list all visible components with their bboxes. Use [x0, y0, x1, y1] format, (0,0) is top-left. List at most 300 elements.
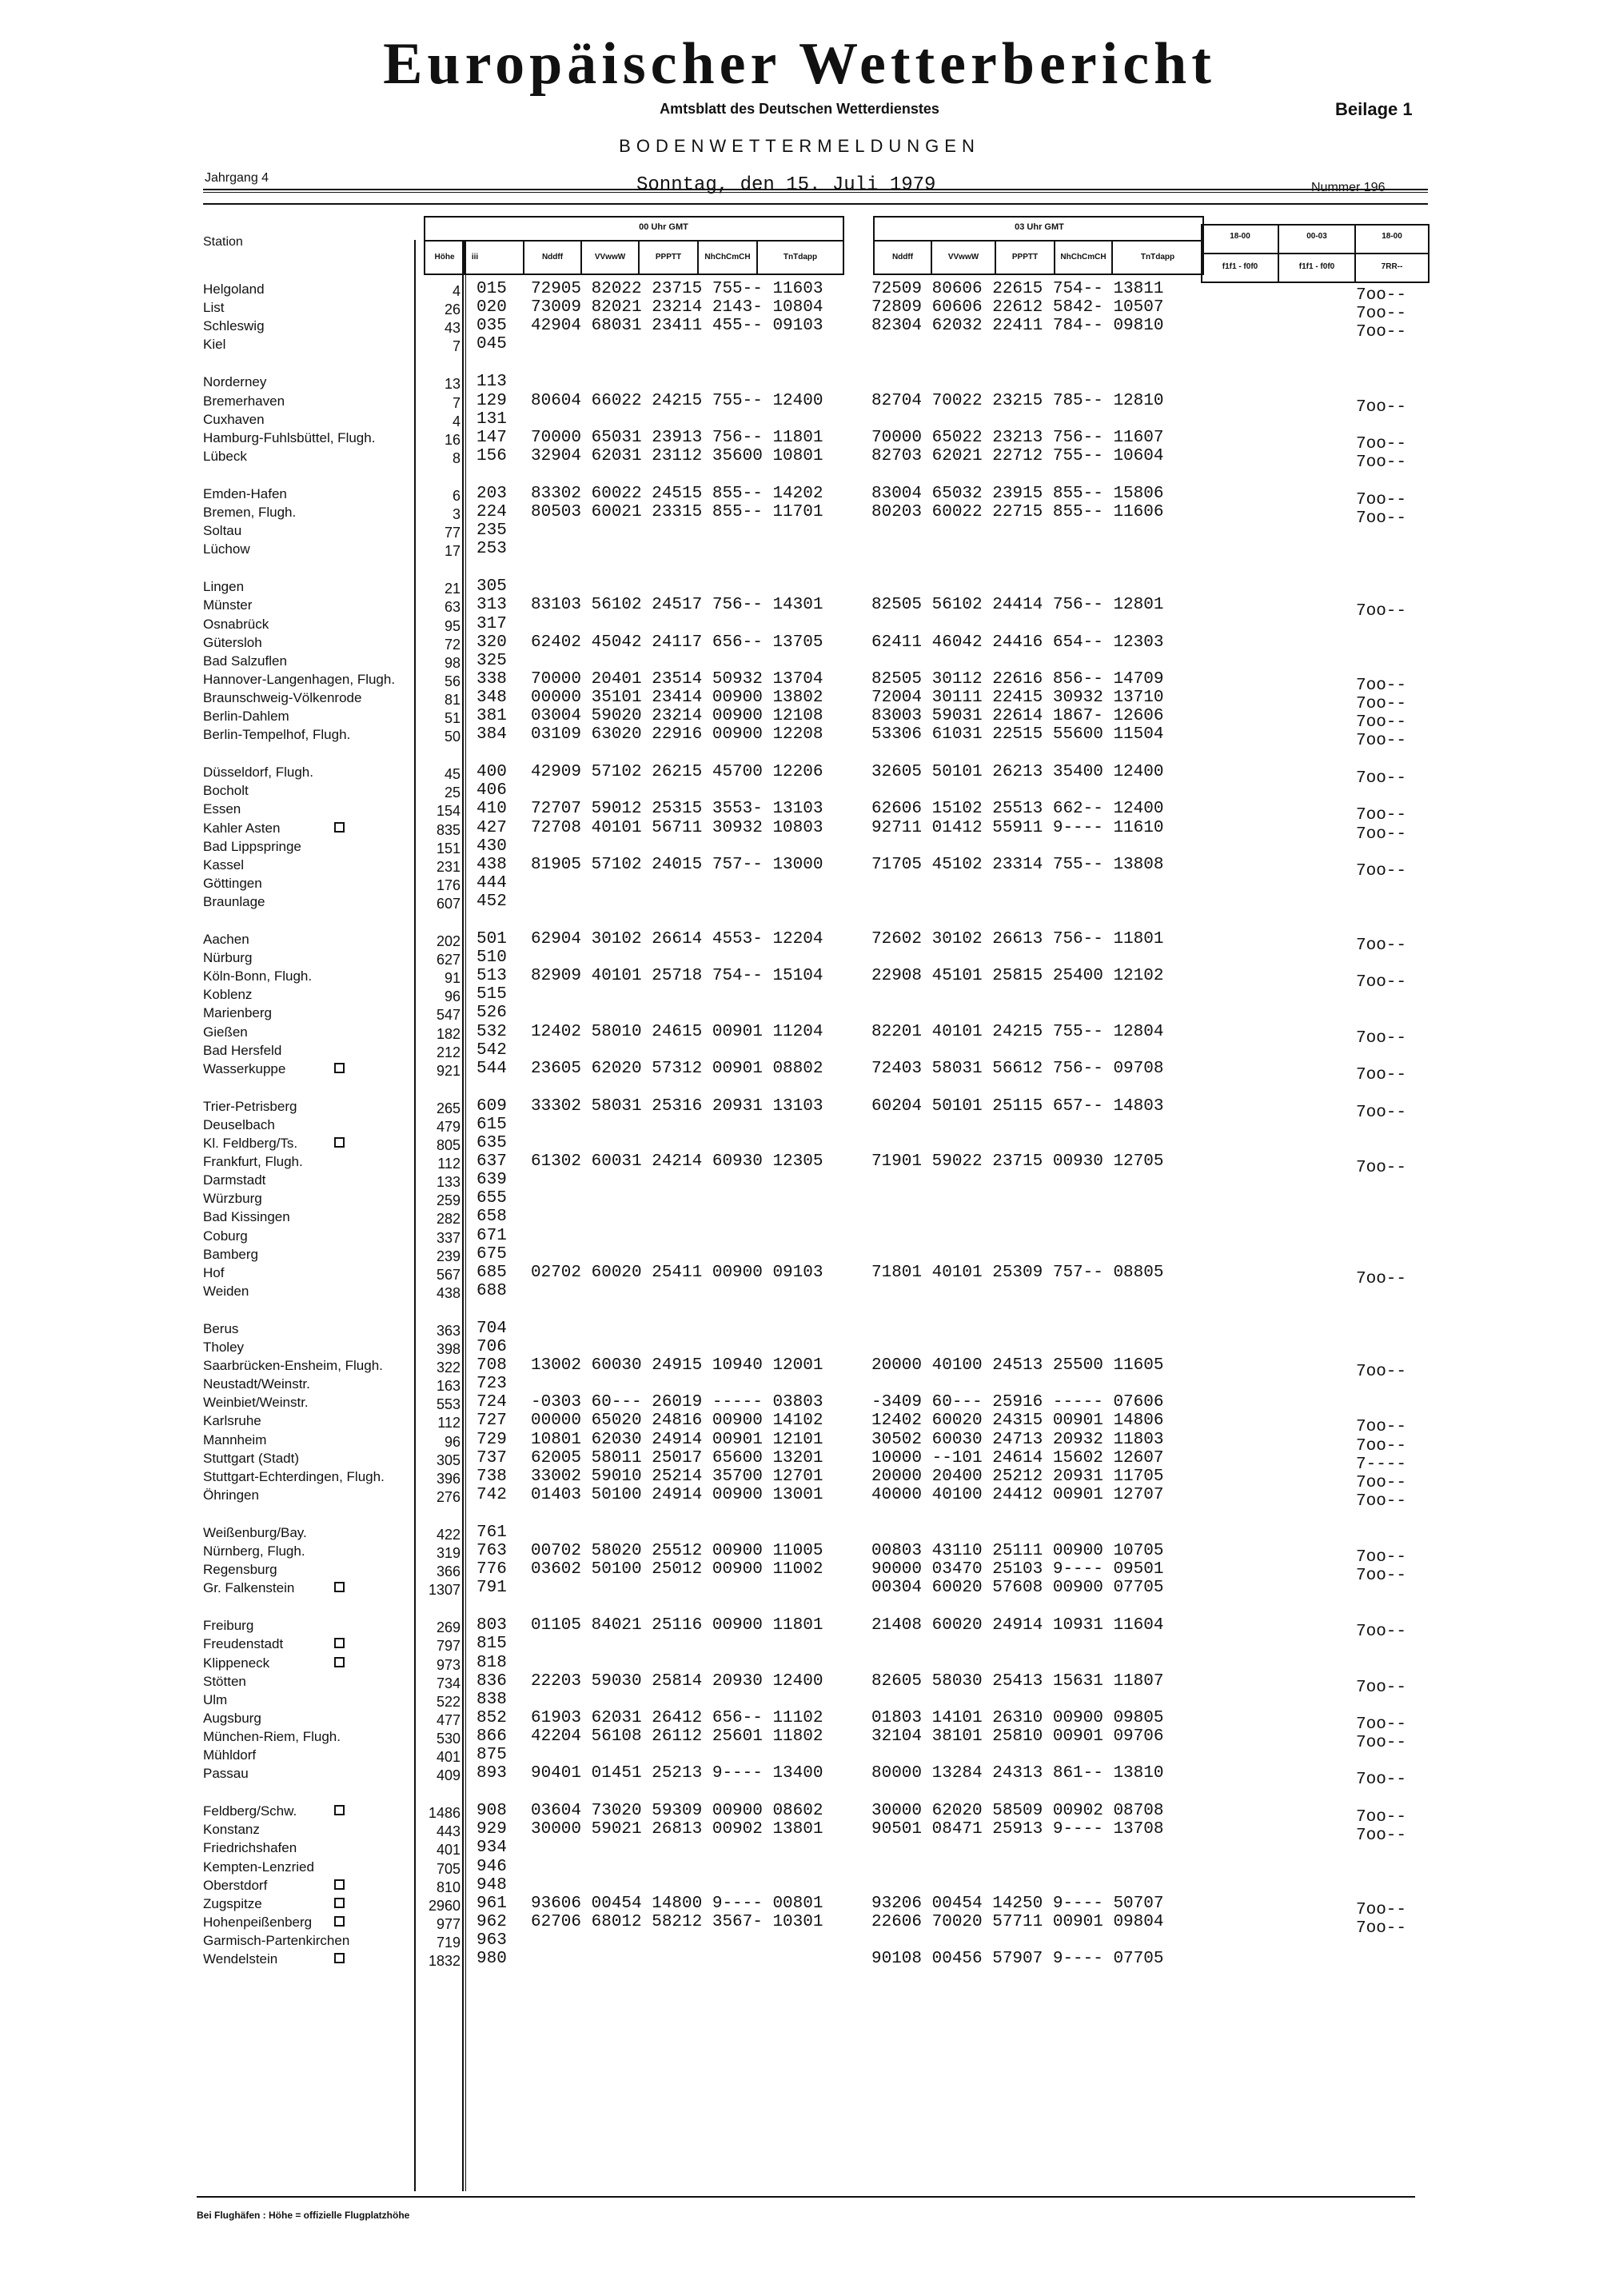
station-index: 113	[477, 373, 507, 392]
station-name: Berlin-Tempelhof, Flugh.	[203, 727, 351, 743]
obs-03-groups: 80203 60022 22715 855-- 11606	[871, 503, 1164, 521]
station-name: Konstanz	[203, 1822, 260, 1838]
table-row	[0, 298, 1599, 324]
obs-03-groups: -3409 60--- 25916 ----- 07606	[871, 1393, 1164, 1412]
precip-group: 7oo--	[1356, 453, 1407, 472]
station-height: 96	[444, 1433, 461, 1450]
obs-03-groups: 01803 14101 26310 00900 09805	[871, 1708, 1164, 1727]
station-height: 112	[437, 1156, 461, 1172]
obs-00-groups: 72708 40101 56711 30932 10803	[531, 818, 823, 837]
precip-group: 7oo--	[1356, 1065, 1407, 1084]
obs-03-groups: 70000 65022 23213 756-- 11607	[871, 428, 1164, 447]
station-name: Zugspitze	[203, 1895, 262, 1911]
station-name: Bad Lippspringe	[203, 838, 301, 854]
station-index: 444	[477, 873, 507, 892]
station-name: Garmisch-Partenkirchen	[203, 1932, 350, 1948]
station-index: 615	[477, 1115, 507, 1134]
table-row	[0, 317, 1599, 342]
footer-rule	[197, 2196, 1415, 2198]
station-height: 477	[436, 1711, 461, 1728]
station-name: Tholey	[203, 1340, 245, 1355]
table-row	[0, 1858, 1599, 1876]
table-row	[0, 1004, 1599, 1022]
station-name: Oberstdorf	[203, 1877, 268, 1893]
page-title: Europäischer Wetterbericht	[383, 31, 1216, 97]
obs-03-groups: 30000 62020 58509 00902 08708	[871, 1802, 1164, 1821]
obs-03-groups: 90000 03470 25103 9---- 09501	[871, 1560, 1164, 1579]
obs-00-groups: 62005 58011 25017 65600 13201	[531, 1448, 823, 1467]
station-index: 688	[477, 1281, 507, 1300]
obs-03-groups: 72403 58031 56612 756-- 09708	[871, 1059, 1164, 1078]
station-height: 8	[452, 449, 461, 466]
obs-00-groups: 72905 82022 23715 755-- 11603	[531, 280, 823, 298]
station-height: 4	[452, 283, 461, 299]
obs-00-groups: 61302 60031 24214 60930 12305	[531, 1152, 823, 1172]
station-height: 1307	[428, 1582, 461, 1599]
table-row	[0, 1041, 1599, 1060]
station-name: Öhringen	[203, 1487, 259, 1503]
obs-03-groups: 00304 60020 57608 00900 07705	[871, 1579, 1164, 1598]
station-height: 443	[436, 1823, 461, 1840]
station-name: Feldberg/Schw.	[203, 1803, 297, 1819]
station-index: 838	[477, 1690, 507, 1709]
table-row	[0, 1616, 1599, 1642]
station-index: 675	[477, 1244, 507, 1264]
obs-03-groups: 22606 70020 57711 00901 09804	[871, 1912, 1164, 1931]
station-name: Wasserkuppe	[203, 1060, 286, 1076]
table-row	[0, 1393, 1599, 1412]
station-height: 154	[436, 803, 461, 820]
station-name: Hannover-Langenhagen, Flugh.	[203, 671, 396, 687]
station-height: 547	[436, 1007, 461, 1024]
mountain-station-marker-icon	[334, 822, 345, 833]
station-name: Kiel	[203, 337, 226, 353]
station-name: Bad Hersfeld	[203, 1042, 282, 1058]
station-height: 43	[444, 320, 461, 337]
header-hoehe: Höhe	[434, 253, 455, 262]
table-row	[0, 1448, 1599, 1474]
station-height: 401	[436, 1749, 461, 1765]
table-row	[0, 446, 1599, 472]
precip-group: 7oo--	[1356, 1103, 1407, 1122]
precip-group: 7oo--	[1356, 1418, 1407, 1437]
obs-03-groups: 83004 65032 23915 855-- 15806	[871, 484, 1164, 503]
station-index: 706	[477, 1338, 507, 1356]
precip-group: 7oo--	[1356, 602, 1407, 621]
station-height: 151	[436, 840, 461, 857]
station-name: Aachen	[203, 932, 249, 947]
obs-03-groups: 20000 40100 24513 25500 11605	[871, 1356, 1164, 1376]
table-row	[0, 1171, 1599, 1189]
station-height: 1486	[428, 1805, 461, 1822]
station-name: Wendelstein	[203, 1951, 278, 1967]
precip-group: 7oo--	[1356, 694, 1407, 713]
obs-03-groups: 72004 30111 22415 30932 13710	[871, 688, 1164, 707]
precip-group: 7oo--	[1356, 806, 1407, 825]
station-height: 269	[436, 1619, 461, 1636]
station-index: 742	[477, 1485, 507, 1504]
header-03-uhr: 03 Uhr GMT	[1015, 222, 1064, 232]
station-index: 320	[477, 633, 507, 652]
precip-group: 7oo--	[1356, 1028, 1407, 1048]
obs-00-groups: 80503 60021 23315 855-- 11701	[531, 503, 823, 521]
station-name: Helgoland	[203, 282, 265, 297]
precip-group: 7oo--	[1356, 861, 1407, 880]
obs-00-groups: 80604 66022 24215 755-- 12400	[531, 391, 823, 410]
obs-03-groups: 82304 62032 22411 784-- 09810	[871, 317, 1164, 336]
table-row	[0, 484, 1599, 509]
precip-group: 7oo--	[1356, 1715, 1407, 1734]
station-index: 738	[477, 1467, 507, 1486]
obs-03-groups: 00803 43110 25111 00900 10705	[871, 1542, 1164, 1560]
station-height: 81	[444, 691, 461, 708]
obs-00-groups: 01403 50100 24914 00900 13001	[531, 1485, 823, 1504]
table-row	[0, 669, 1599, 695]
station-name: Regensburg	[203, 1562, 277, 1578]
table-row	[0, 763, 1599, 789]
obs-00-groups: 70000 65031 23913 756-- 11801	[531, 428, 823, 447]
mountain-station-marker-icon	[334, 1953, 345, 1963]
obs-03-groups: 10000 --101 24614 15602 12607	[871, 1448, 1164, 1467]
table-row	[0, 1802, 1599, 1827]
station-name: Frankfurt, Flugh.	[203, 1154, 303, 1170]
station-name: Weiden	[203, 1283, 249, 1299]
table-row	[0, 874, 1599, 892]
table-row	[0, 1912, 1599, 1938]
station-index: 729	[477, 1430, 507, 1449]
obs-03-groups: 90108 00456 57907 9---- 07705	[871, 1950, 1164, 1968]
station-name: Lübeck	[203, 448, 247, 464]
station-index: 836	[477, 1671, 507, 1691]
table-row	[0, 1635, 1599, 1653]
table-row	[0, 373, 1599, 391]
table-row	[0, 1894, 1599, 1919]
obs-00-groups: 72707 59012 25315 3553- 13103	[531, 800, 823, 819]
station-index: 020	[477, 298, 507, 317]
obs-03-groups: 80000 13284 24313 861-- 13810	[871, 1764, 1164, 1783]
table-row	[0, 818, 1599, 844]
station-name: Gr. Falkenstein	[203, 1580, 295, 1596]
station-height: 835	[436, 821, 461, 838]
table-row	[0, 967, 1599, 992]
station-height: 259	[436, 1192, 461, 1209]
station-height: 977	[436, 1915, 461, 1932]
table-row	[0, 596, 1599, 621]
station-index: 893	[477, 1764, 507, 1783]
obs-00-groups: 62706 68012 58212 3567- 10301	[531, 1912, 823, 1931]
station-index: 035	[477, 317, 507, 336]
station-name: Darmstadt	[203, 1172, 266, 1188]
obs-03-groups: 21408 60020 24914 10931 11604	[871, 1616, 1164, 1635]
table-row	[0, 335, 1599, 353]
station-index: 948	[477, 1875, 507, 1895]
precip-group: 7oo--	[1356, 1491, 1407, 1511]
obs-03-groups: 62411 46042 24416 654-- 12303	[871, 633, 1164, 652]
beilage-label: Beilage 1	[1335, 99, 1413, 119]
obs-00-groups: 03602 50100 25012 00900 11002	[531, 1560, 823, 1579]
table-row	[0, 1839, 1599, 1857]
obs-03-groups: 83003 59031 22614 1867- 12606	[871, 707, 1164, 725]
station-index: 635	[477, 1134, 507, 1152]
station-index: 313	[477, 596, 507, 615]
station-height: 734	[436, 1675, 461, 1691]
table-row	[0, 521, 1599, 540]
station-index: 325	[477, 651, 507, 670]
station-height: 567	[436, 1266, 461, 1283]
station-index: 406	[477, 781, 507, 801]
station-name: Bremen, Flugh.	[203, 505, 297, 520]
obs-03-groups: 32605 50101 26213 35400 12400	[871, 763, 1164, 782]
obs-00-groups: 23605 62020 57312 00901 08802	[531, 1059, 823, 1078]
table-row	[0, 1523, 1599, 1542]
subtitle: Amtsblatt des Deutschen Wetterdienstes	[660, 101, 939, 117]
station-height: 805	[436, 1137, 461, 1153]
table-row	[0, 1263, 1599, 1288]
station-height: 16	[444, 431, 461, 448]
station-height: 810	[436, 1879, 461, 1895]
mountain-station-marker-icon	[334, 1916, 345, 1927]
obs-00-groups: 12402 58010 24615 00901 11204	[531, 1022, 823, 1041]
station-name: Mühldorf	[203, 1747, 257, 1763]
obs-03-groups: 71705 45102 23314 755-- 13808	[871, 855, 1164, 874]
table-row	[0, 707, 1599, 732]
table-row	[0, 1691, 1599, 1709]
station-name: Hohenpeißenberg	[203, 1914, 313, 1930]
station-name: Göttingen	[203, 875, 262, 891]
obs-00-groups: 03109 63020 22916 00900 12208	[531, 725, 823, 745]
table-row	[0, 1059, 1599, 1084]
obs-00-groups: 70000 20401 23514 50932 13704	[531, 669, 823, 689]
station-height: 797	[436, 1638, 461, 1655]
precip-group: 7oo--	[1356, 509, 1407, 528]
obs-00-groups: 22203 59030 25814 20930 12400	[531, 1671, 823, 1691]
header-precip-3: 18-00	[1382, 232, 1402, 241]
station-height: 91	[444, 970, 461, 987]
station-index: 515	[477, 985, 507, 1004]
table-row	[0, 391, 1599, 417]
station-name: Kahler Asten	[203, 820, 281, 836]
station-index: 532	[477, 1022, 507, 1041]
precip-group: 7oo--	[1356, 1548, 1407, 1567]
station-index: 803	[477, 1616, 507, 1635]
obs-03-groups: 22908 45101 25815 25400 12102	[871, 967, 1164, 986]
obs-00-groups: 00000 35101 23414 00900 13802	[531, 688, 823, 707]
obs-03-groups: 82605 58030 25413 15631 11807	[871, 1671, 1164, 1691]
station-name: Freudenstadt	[203, 1636, 284, 1652]
header-nh-03: NhChCmCH	[1060, 253, 1107, 262]
station-name: Stötten	[203, 1673, 246, 1689]
obs-00-groups: 30000 59021 26813 00902 13801	[531, 1820, 823, 1839]
obs-00-groups: 42904 68031 23411 455-- 09103	[531, 317, 823, 336]
precip-group: 7oo--	[1356, 305, 1407, 324]
station-index: 708	[477, 1356, 507, 1376]
precip-group: 7oo--	[1356, 1269, 1407, 1288]
station-index: 400	[477, 763, 507, 782]
table-row	[0, 615, 1599, 633]
station-name: Bremerhaven	[203, 393, 285, 409]
obs-03-groups: 62606 15102 25513 662-- 12400	[871, 800, 1164, 819]
station-height: 26	[444, 301, 461, 318]
station-name: Mannheim	[203, 1432, 267, 1447]
station-index: 961	[477, 1894, 507, 1913]
precip-group: 7oo--	[1356, 732, 1407, 751]
header-precip-2: 00-03	[1306, 232, 1327, 241]
station-height: 25	[444, 785, 461, 801]
station-name: Stuttgart (Stadt)	[203, 1450, 299, 1466]
mountain-station-marker-icon	[334, 1879, 345, 1890]
table-row	[0, 540, 1599, 558]
station-name: Lingen	[203, 579, 245, 595]
station-height: 50	[444, 729, 461, 745]
precip-group: 7oo--	[1356, 323, 1407, 342]
issue-number: Nummer 196	[1311, 181, 1386, 194]
obs-00-groups: 03004 59020 23214 00900 12108	[531, 707, 823, 725]
table-row	[0, 781, 1599, 800]
station-index: 723	[477, 1375, 507, 1394]
station-name: Norderney	[203, 374, 267, 390]
precip-group: 7oo--	[1356, 1473, 1407, 1492]
header-precip-1: 18-00	[1230, 232, 1250, 241]
table-row	[0, 1931, 1599, 1950]
table-row	[0, 633, 1599, 652]
table-row	[0, 1727, 1599, 1752]
station-header: Station	[203, 235, 243, 249]
station-index: 526	[477, 1004, 507, 1023]
station-name: Hamburg-Fuhlsbüttel, Flugh.	[203, 429, 376, 445]
precip-group: 7oo--	[1356, 1733, 1407, 1752]
header-nddff-00: Nddff	[541, 253, 564, 262]
table-row	[0, 985, 1599, 1004]
station-height: 202	[436, 933, 461, 949]
table-row	[0, 1542, 1599, 1567]
obs-00-groups: 10801 62030 24914 00901 12101	[531, 1430, 823, 1449]
obs-00-groups: 02702 60020 25411 00900 09103	[531, 1263, 823, 1282]
station-name: Lüchow	[203, 541, 250, 557]
station-name: Düsseldorf, Flugh.	[203, 765, 313, 781]
station-height: 396	[436, 1470, 461, 1487]
station-index: 224	[477, 503, 507, 521]
station-index: 763	[477, 1542, 507, 1560]
station-index: 946	[477, 1857, 507, 1876]
station-name: Hof	[203, 1264, 225, 1280]
table-row	[0, 948, 1599, 967]
table-row	[0, 1485, 1599, 1511]
station-index: 430	[477, 837, 507, 856]
station-height: 627	[436, 952, 461, 968]
station-index: 963	[477, 1931, 507, 1950]
station-name: Marienberg	[203, 1005, 272, 1021]
station-name: Passau	[203, 1766, 249, 1782]
station-name: Nürburg	[203, 950, 253, 966]
jahrgang: Jahrgang 4	[205, 171, 269, 185]
station-index: 875	[477, 1746, 507, 1764]
station-height: 176	[436, 876, 461, 893]
station-name: Bocholt	[203, 783, 249, 799]
station-name: Koblenz	[203, 987, 253, 1003]
obs-00-groups: 42909 57102 26215 45700 12206	[531, 763, 823, 782]
table-row	[0, 428, 1599, 453]
mountain-station-marker-icon	[334, 1137, 345, 1148]
obs-03-groups: 20000 20400 25212 20931 11705	[871, 1467, 1164, 1486]
station-height: 522	[436, 1693, 461, 1710]
precip-group: 7oo--	[1356, 1567, 1407, 1586]
precip-group: 7oo--	[1356, 1159, 1407, 1178]
station-name: Bamberg	[203, 1246, 258, 1262]
obs-03-groups: 82704 70022 23215 785-- 12810	[871, 391, 1164, 410]
header-rule-bottom	[203, 203, 1428, 205]
table-row	[0, 1746, 1599, 1764]
station-height: 438	[436, 1284, 461, 1301]
station-name: Freiburg	[203, 1618, 254, 1634]
obs-00-groups: 42204 56108 26112 25601 11802	[531, 1727, 823, 1746]
obs-03-groups: 93206 00454 14250 9---- 50707	[871, 1894, 1164, 1913]
station-height: 305	[436, 1451, 461, 1468]
station-height: 1832	[428, 1953, 461, 1969]
station-index: 704	[477, 1319, 507, 1338]
obs-00-groups: 01105 84021 25116 00900 11801	[531, 1616, 823, 1635]
station-name: Coburg	[203, 1228, 248, 1244]
station-index: 045	[477, 335, 507, 354]
header-tt-00: TnTdapp	[783, 253, 818, 262]
station-index: 655	[477, 1189, 507, 1208]
table-row	[0, 800, 1599, 825]
station-name: München-Riem, Flugh.	[203, 1728, 341, 1744]
station-height: 921	[436, 1062, 461, 1079]
station-height: 366	[436, 1563, 461, 1580]
table-row	[0, 1356, 1599, 1382]
precip-rule	[1201, 253, 1430, 254]
station-index: 609	[477, 1096, 507, 1116]
table-row	[0, 1764, 1599, 1790]
precip-group: 7oo--	[1356, 286, 1407, 305]
header-iii: iii	[471, 253, 479, 262]
table-row	[0, 1208, 1599, 1226]
obs-00-groups: 32904 62031 23112 35600 10801	[531, 446, 823, 465]
precip-group: 7oo--	[1356, 1771, 1407, 1790]
mountain-station-marker-icon	[334, 1657, 345, 1667]
station-name: Kl. Feldberg/Ts.	[203, 1136, 298, 1151]
station-height: 182	[436, 1025, 461, 1042]
header-tt-03: TnTdapp	[1140, 253, 1175, 262]
obs-03-groups: 71801 40101 25309 757-- 08805	[871, 1263, 1164, 1282]
obs-03-groups: 90501 08471 25913 9---- 13708	[871, 1820, 1164, 1839]
station-height: 2960	[428, 1897, 461, 1914]
station-index: 156	[477, 446, 507, 465]
station-name: Köln-Bonn, Flugh.	[203, 968, 313, 984]
station-name: Stuttgart-Echterdingen, Flugh.	[203, 1468, 385, 1484]
station-index: 962	[477, 1912, 507, 1931]
table-row	[0, 892, 1599, 911]
table-row	[0, 1579, 1599, 1597]
station-name: Münster	[203, 597, 253, 613]
station-height: 231	[436, 858, 461, 875]
obs-00-groups: 81905 57102 24015 757-- 13000	[531, 855, 823, 874]
header-pppt-00: PPPTT	[655, 253, 682, 262]
station-height: 63	[444, 599, 461, 616]
station-index: 639	[477, 1171, 507, 1190]
header-nh-00: NhChCmCH	[704, 253, 751, 262]
precip-group: 7oo--	[1356, 434, 1407, 453]
station-index: 410	[477, 800, 507, 819]
mountain-station-marker-icon	[334, 1063, 345, 1073]
station-height: 705	[436, 1860, 461, 1877]
obs-00-groups: 73009 82021 23214 2143- 10804	[531, 298, 823, 317]
precip-group: 7oo--	[1356, 1363, 1407, 1382]
precip-group: 7oo--	[1356, 825, 1407, 844]
station-name: Neustadt/Weinstr.	[203, 1376, 310, 1392]
station-height: 530	[436, 1730, 461, 1747]
precip-group: 7oo--	[1356, 1623, 1407, 1642]
